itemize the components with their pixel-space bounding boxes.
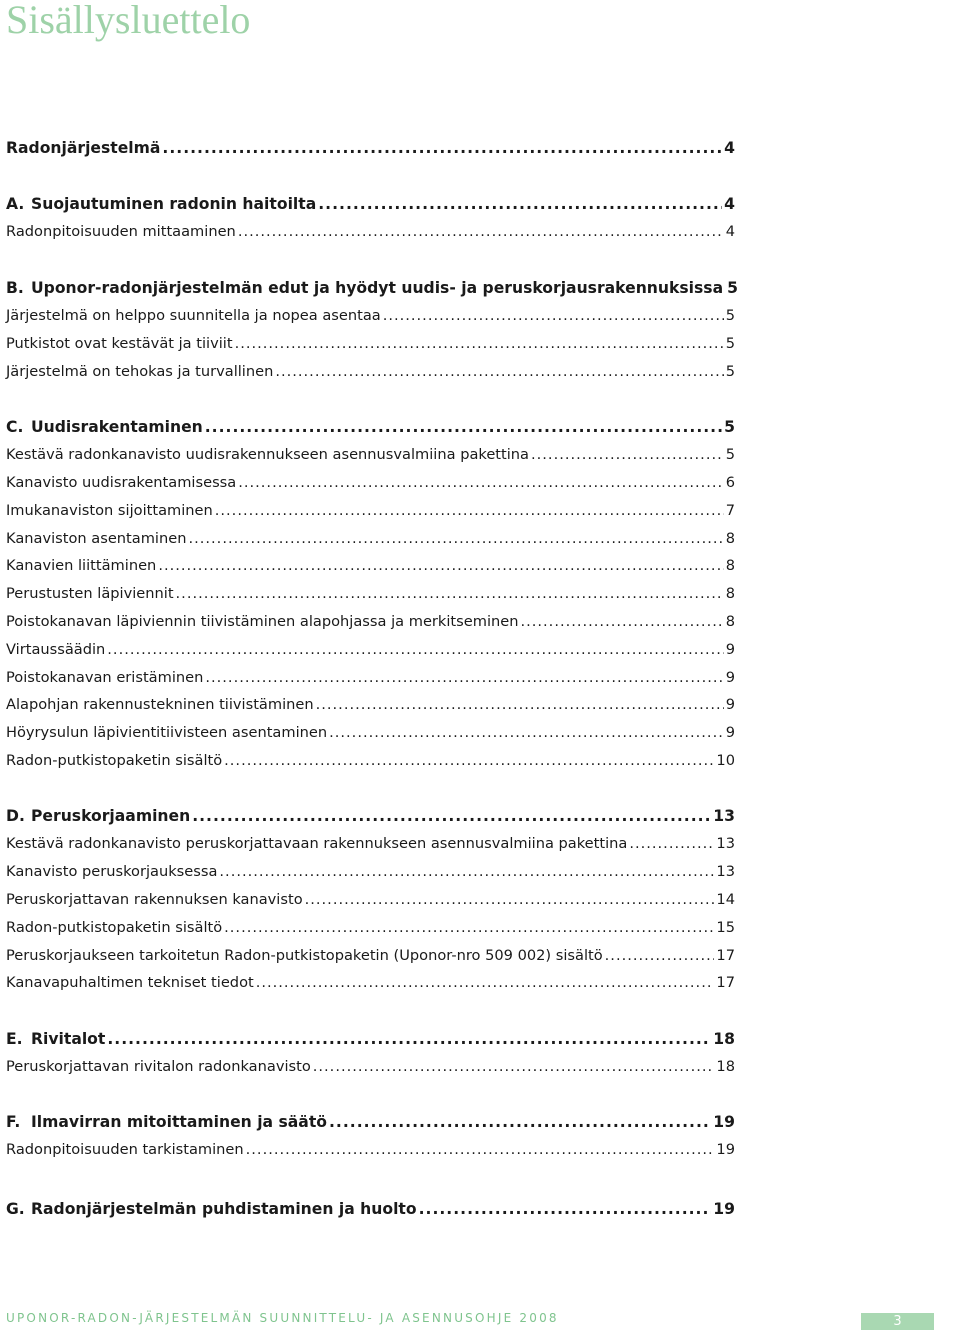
- toc-entry[interactable]: [6, 804, 735, 828]
- toc-entry-label: [6, 192, 316, 216]
- toc-entry-text: Poistokanavan läpiviennin tiivistäminen alapohjassa ja merkitseminen: [6, 613, 519, 630]
- toc-page-number: 14: [716, 891, 735, 908]
- dot-leader: [107, 1027, 711, 1051]
- toc-entry-text: Kanavapuhaltimen tekniset tiedot: [6, 974, 254, 991]
- dot-leader: [329, 721, 724, 745]
- toc-entry[interactable]: [6, 554, 735, 578]
- toc-entry-label: [6, 304, 381, 328]
- dot-leader: [205, 666, 723, 690]
- toc-entry-label: [6, 888, 303, 912]
- toc-entry-label: [6, 1110, 327, 1134]
- toc-entry-label: [6, 1197, 417, 1221]
- toc-entry-text: Radon-putkistopaketin sisältö: [6, 752, 223, 769]
- toc-entry-text: Järjestelmä on helppo suunnitella ja nopea asentaa: [6, 307, 381, 324]
- toc-entry-text: Perustusten läpiviennit: [6, 585, 174, 602]
- dot-leader: [246, 1138, 715, 1162]
- toc-entry-text: Alapohjan rakennustekninen tiivistäminen: [6, 696, 314, 713]
- dot-leader: [238, 471, 723, 495]
- toc-entry[interactable]: [6, 749, 735, 773]
- toc-entry[interactable]: [6, 666, 735, 690]
- toc-entry[interactable]: [6, 610, 735, 634]
- toc-section-letter: B.: [6, 279, 24, 297]
- toc-entry[interactable]: [6, 136, 735, 160]
- toc-entry[interactable]: [6, 888, 735, 912]
- toc-entry[interactable]: [6, 832, 735, 856]
- toc-entry-text: Peruskorjaukseen tarkoitetun Radon-putkistopaketin (Uponor-nro 509 002) sisältö: [6, 947, 603, 964]
- toc-entry-label: [6, 944, 603, 968]
- toc-entry-label: [6, 916, 222, 940]
- toc-entry-text: Uudisrakentaminen: [31, 418, 203, 436]
- toc-entry-text: Uponor-radonjärjestelmän edut ja hyödyt uudis- ja peruskorjausrakennuksissa: [31, 279, 724, 297]
- toc-page-number: 10: [716, 752, 735, 769]
- toc-entry[interactable]: [6, 582, 735, 606]
- toc-page-number: 18: [713, 1030, 735, 1048]
- dot-leader: [158, 554, 723, 578]
- toc-entry[interactable]: [6, 693, 735, 717]
- dot-leader: [192, 804, 711, 828]
- toc-entry-text: Kestävä radonkanavisto uudisrakennukseen asennusvalmiina pakettina: [6, 446, 530, 463]
- toc-entry[interactable]: [6, 220, 735, 244]
- toc-entry[interactable]: [6, 360, 735, 384]
- toc-page-number: 18: [716, 1058, 735, 1075]
- dot-leader: [605, 944, 715, 968]
- toc-entry-text: Ilmavirran mitoittaminen ja säätö: [31, 1113, 327, 1131]
- toc-entry-label: [6, 220, 236, 244]
- dot-leader: [318, 192, 722, 216]
- toc-page-number: 8: [725, 613, 735, 630]
- dot-leader: [520, 610, 723, 634]
- toc-page-number: 8: [725, 557, 735, 574]
- toc-entry-text: Radonjärjestelmä: [6, 139, 161, 157]
- toc-section-letter: F.: [6, 1113, 21, 1131]
- toc-entry[interactable]: [6, 944, 735, 968]
- toc-entry-label: [6, 360, 273, 384]
- toc-entry[interactable]: [6, 471, 735, 495]
- toc-entry-label: [6, 471, 236, 495]
- dot-leader: [224, 916, 714, 940]
- toc-page-number: 5: [725, 363, 735, 380]
- toc-entry-label: [6, 136, 160, 160]
- toc-section-letter: C.: [6, 418, 24, 436]
- page-title: Sisällysluettelo: [6, 0, 251, 42]
- toc-entry-label: [6, 276, 723, 300]
- toc-entry[interactable]: [6, 499, 735, 523]
- toc-entry[interactable]: [6, 971, 735, 995]
- toc-entry[interactable]: [6, 332, 735, 356]
- toc-entry-label: [6, 1138, 244, 1162]
- toc-page-number: 7: [725, 502, 735, 519]
- toc-entry[interactable]: [6, 415, 735, 439]
- toc-entry[interactable]: [6, 192, 735, 216]
- dot-leader: [316, 693, 724, 717]
- toc-page-number: 19: [716, 1141, 735, 1158]
- toc-entry-label: [6, 693, 314, 717]
- toc-entry-text: Kanavisto uudisrakentamisessa: [6, 474, 237, 491]
- dot-leader: [224, 749, 714, 773]
- dot-leader: [176, 582, 724, 606]
- toc-entry-text: Putkistot ovat kestävät ja tiiviit: [6, 335, 233, 352]
- toc-entry-label: [6, 415, 203, 439]
- toc-page-number: 9: [725, 669, 735, 686]
- toc-entry[interactable]: [6, 1197, 735, 1221]
- toc-entry[interactable]: [6, 1055, 735, 1079]
- dot-leader: [238, 220, 724, 244]
- toc-page-number: 5: [727, 279, 738, 297]
- toc-entry-label: [6, 554, 156, 578]
- toc-entry-label: [6, 1027, 105, 1051]
- dot-leader: [329, 1110, 711, 1134]
- toc-entry-text: Radon-putkistopaketin sisältö: [6, 919, 223, 936]
- toc-page-number: 13: [716, 863, 735, 880]
- toc-section-letter: A.: [6, 195, 25, 213]
- toc-page-number: 13: [713, 807, 735, 825]
- toc-entry-text: Järjestelmä on tehokas ja turvallinen: [6, 363, 274, 380]
- toc-entry[interactable]: [6, 916, 735, 940]
- toc-entry-text: Virtaussäädin: [6, 641, 106, 658]
- dot-leader: [256, 971, 715, 995]
- toc-entry-label: [6, 860, 217, 884]
- toc-entry-text: Radonpitoisuuden tarkistaminen: [6, 1141, 244, 1158]
- dot-leader: [107, 638, 723, 662]
- toc-page-number: 5: [725, 335, 735, 352]
- toc-section-letter: G.: [6, 1200, 25, 1218]
- toc-entry[interactable]: [6, 527, 735, 551]
- toc-page-number: 19: [713, 1113, 735, 1131]
- toc-entry-text: Peruskorjattavan rivitalon radonkanavisto: [6, 1058, 311, 1075]
- toc-entry-text: Rivitalot: [31, 1030, 106, 1048]
- dot-leader: [629, 832, 714, 856]
- toc-entry-label: [6, 804, 190, 828]
- dot-leader: [419, 1197, 712, 1221]
- toc-page-number: 4: [725, 223, 735, 240]
- dot-leader: [383, 304, 724, 328]
- toc-page-number: 19: [713, 1200, 735, 1218]
- toc-entry-text: Kanavisto peruskorjauksessa: [6, 863, 218, 880]
- toc-entry-label: [6, 499, 213, 523]
- toc-entry[interactable]: [6, 638, 735, 662]
- toc-page-number: 17: [716, 974, 735, 991]
- toc-page-number: 9: [725, 641, 735, 658]
- toc-page-number: 5: [725, 307, 735, 324]
- toc-entry-label: [6, 1055, 311, 1079]
- toc-page-number: 9: [725, 696, 735, 713]
- toc-entry-label: [6, 971, 254, 995]
- toc-entry-text: Peruskorjaaminen: [31, 807, 191, 825]
- footer-text: UPONOR-RADON-JÄRJESTELMÄN SUUNNITTELU- JA ASENNUSOHJE 2008: [6, 1311, 559, 1325]
- toc-entry-text: Kestävä radonkanavisto peruskorjattavaan rakennukseen asennusvalmiina pakettina: [6, 835, 628, 852]
- toc-entry[interactable]: [6, 1027, 735, 1051]
- toc-page-number: 17: [716, 947, 735, 964]
- dot-leader: [305, 888, 715, 912]
- toc-entry-text: Suojautuminen radonin haitoilta: [31, 195, 317, 213]
- toc-page-number: 6: [725, 474, 735, 491]
- toc-entry-text: Kanavien liittäminen: [6, 557, 157, 574]
- toc-page-number: 8: [725, 585, 735, 602]
- dot-leader: [205, 415, 722, 439]
- toc-entry-text: Poistokanavan eristäminen: [6, 669, 204, 686]
- toc-entry[interactable]: [6, 721, 735, 745]
- toc-entry-text: Kanaviston asentaminen: [6, 530, 187, 547]
- toc-entry-label: [6, 332, 233, 356]
- toc-entry-label: [6, 527, 186, 551]
- page-number: 3: [893, 1314, 902, 1329]
- toc-page-number: 13: [716, 835, 735, 852]
- toc-page-number: 9: [725, 724, 735, 741]
- toc-page-number: 4: [724, 139, 735, 157]
- dot-leader: [313, 1055, 715, 1079]
- toc-entry-label: [6, 638, 105, 662]
- dot-leader: [531, 443, 724, 467]
- toc-entry[interactable]: [6, 1138, 735, 1162]
- dot-leader: [188, 527, 723, 551]
- toc-entry-text: Radonpitoisuuden mittaaminen: [6, 223, 236, 240]
- dot-leader: [219, 860, 714, 884]
- toc-entry[interactable]: [6, 860, 735, 884]
- dot-leader: [215, 499, 724, 523]
- toc-page-number: 8: [725, 530, 735, 547]
- toc-page-number: 5: [724, 418, 735, 436]
- toc-entry[interactable]: [6, 443, 735, 467]
- toc-entry[interactable]: [6, 304, 735, 328]
- dot-leader: [235, 332, 724, 356]
- page-number-box: [861, 1313, 934, 1330]
- toc-entry-label: [6, 443, 529, 467]
- toc-entry-label: [6, 582, 174, 606]
- toc-entry-label: [6, 666, 203, 690]
- toc-entry-label: [6, 610, 518, 634]
- toc-entry[interactable]: [6, 276, 738, 300]
- toc-entry[interactable]: [6, 1110, 735, 1134]
- dot-leader: [162, 136, 722, 160]
- toc-entry-text: Peruskorjattavan rakennuksen kanavisto: [6, 891, 303, 908]
- toc-section-letter: E.: [6, 1030, 23, 1048]
- toc-page-number: 15: [716, 919, 735, 936]
- dot-leader: [275, 360, 723, 384]
- toc-entry-text: Radonjärjestelmän puhdistaminen ja huolto: [31, 1200, 417, 1218]
- toc-section-letter: D.: [6, 807, 25, 825]
- toc-entry-label: [6, 721, 327, 745]
- toc-page-number: 4: [724, 195, 735, 213]
- toc-entry-label: [6, 832, 627, 856]
- toc-entry-text: Höyrysulun läpivientitiivisteen asentaminen: [6, 724, 328, 741]
- toc-entry-text: Imukanaviston sijoittaminen: [6, 502, 213, 519]
- toc-entry-label: [6, 749, 222, 773]
- toc-page-number: 5: [725, 446, 735, 463]
